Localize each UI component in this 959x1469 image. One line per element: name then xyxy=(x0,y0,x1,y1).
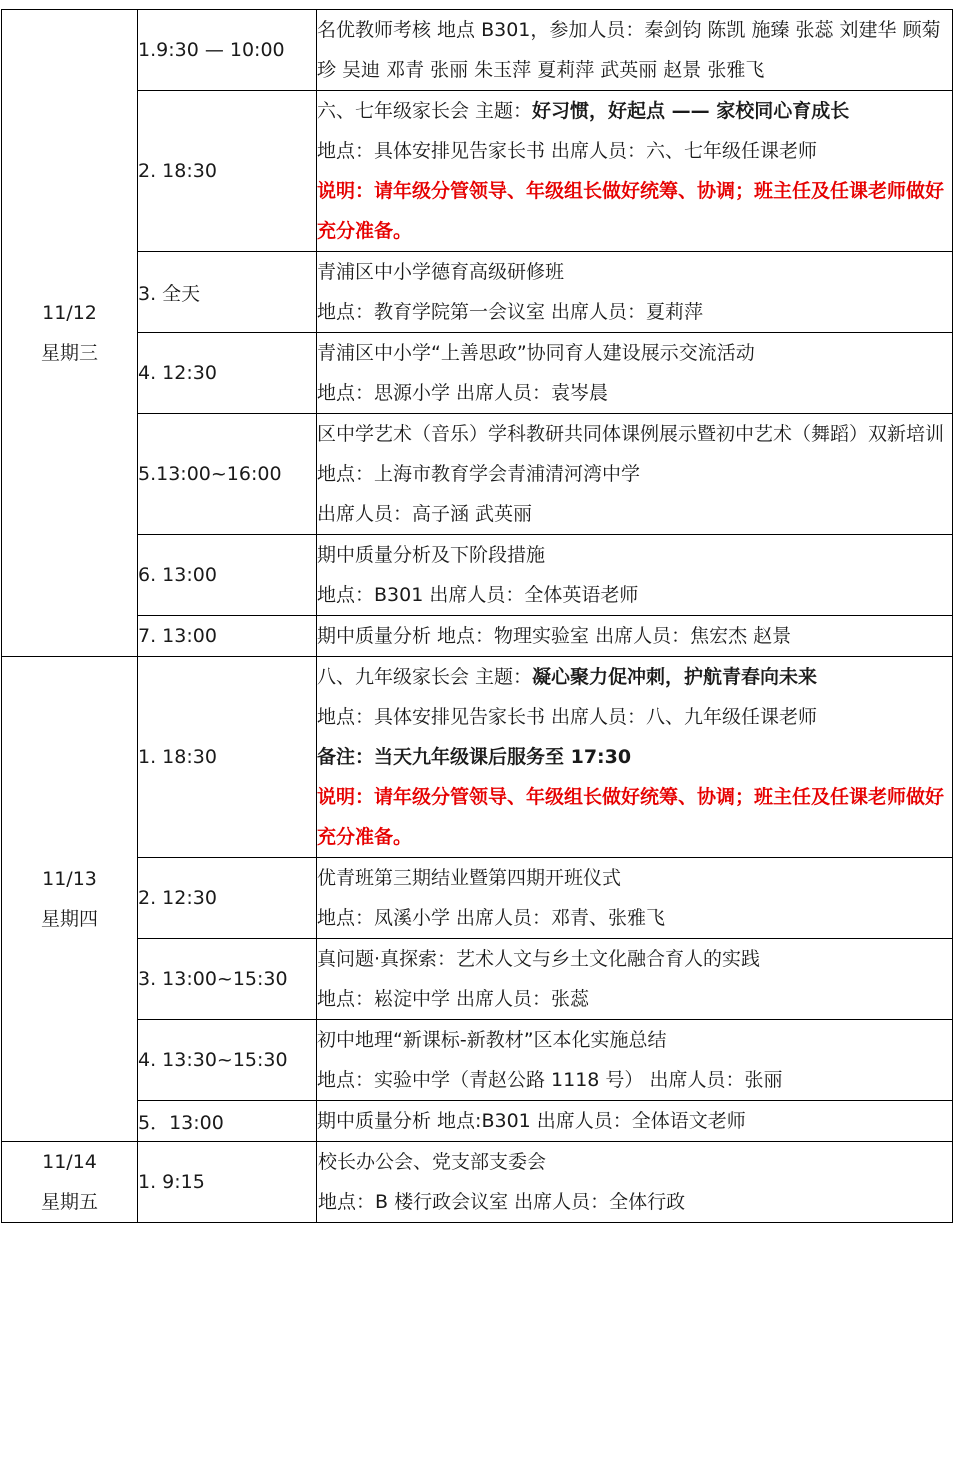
event-time: 6. 13:00 xyxy=(138,535,317,616)
event-line xyxy=(317,858,952,898)
event-text: 青浦区中小学“上善思政”协同育人建设展示交流活动 xyxy=(317,342,755,364)
event-time: 5．13:00 xyxy=(138,1101,317,1142)
day-cell xyxy=(2,10,138,657)
day-date: 11/14 xyxy=(42,1151,97,1173)
event-line xyxy=(318,1182,952,1222)
schedule-row xyxy=(2,91,953,252)
event-text: 地点：B301 出席人员：全体英语老师 xyxy=(317,584,639,606)
event-description xyxy=(317,535,953,616)
day-weekday: 星期四 xyxy=(40,908,98,930)
event-line xyxy=(317,1101,952,1141)
day-weekday: 星期五 xyxy=(40,1191,98,1213)
event-text: 地点：教育学院第一会议室 出席人员：夏莉萍 xyxy=(317,301,704,323)
event-highlight: 凝心聚力促冲刺，护航青春向未来 xyxy=(532,666,818,688)
event-time: 2. 18:30 xyxy=(138,91,317,252)
event-line xyxy=(317,373,952,413)
event-description xyxy=(317,414,953,535)
event-text: 地点：凤溪小学 出席人员：邓青、张雅飞 xyxy=(317,907,666,929)
event-time: 5.13:00~16:00 xyxy=(138,414,317,535)
event-line xyxy=(317,898,952,938)
schedule-row xyxy=(2,858,953,939)
event-text: 地点：思源小学 出席人员：袁岑晨 xyxy=(317,382,609,404)
event-text: 地点：崧淀中学 出席人员：张蕊 xyxy=(317,988,590,1010)
schedule-row xyxy=(2,252,953,333)
schedule-row xyxy=(2,1142,953,1223)
event-line xyxy=(317,939,952,979)
event-text: 地点：B 楼行政会议室 出席人员：全体行政 xyxy=(318,1191,686,1213)
event-time: 1. 18:30 xyxy=(138,657,317,858)
event-description xyxy=(317,333,953,414)
event-description xyxy=(317,91,953,252)
event-text: 八、九年级家长会 主题： xyxy=(317,666,533,688)
event-highlight: 好习惯，好起点 —— 家校同心育成长 xyxy=(532,100,850,122)
event-line xyxy=(317,252,952,292)
event-text: 初中地理“新课标-新教材”区本化实施总结 xyxy=(317,1029,667,1051)
event-time: 1.9:30 — 10:00 xyxy=(138,10,317,91)
event-description xyxy=(317,616,953,657)
event-line xyxy=(317,1020,952,1060)
event-text: 期中质量分析 地点:B301 出席人员：全体语文老师 xyxy=(317,1110,746,1132)
event-description xyxy=(317,1142,953,1223)
event-text: 名优教师考核 地点 B301，参加人员：秦剑钧 陈凯 施臻 张蕊 刘建华 顾菊珍 吴迪 邓青 张丽 朱玉萍 夏莉萍 武英丽 赵景 张雅飞 xyxy=(317,19,941,81)
event-description xyxy=(317,657,953,858)
event-line xyxy=(317,10,952,90)
event-line xyxy=(317,575,952,615)
schedule-row xyxy=(2,657,953,858)
event-time: 3. 全天 xyxy=(138,252,317,333)
event-time: 4. 13:30~15:30 xyxy=(138,1020,317,1101)
event-text: 校长办公会、党支部支委会 xyxy=(318,1151,547,1173)
event-text: 优青班第三期结业暨第四期开班仪式 xyxy=(317,867,622,889)
schedule-body xyxy=(2,10,953,1223)
event-line xyxy=(317,494,952,534)
event-line xyxy=(317,697,952,737)
event-line xyxy=(317,131,952,171)
weekly-schedule-table xyxy=(1,9,953,1223)
event-line xyxy=(317,91,952,131)
day-cell xyxy=(2,657,138,1142)
event-time: 3. 13:00~15:30 xyxy=(138,939,317,1020)
event-line xyxy=(317,1060,952,1100)
event-description xyxy=(317,1020,953,1101)
event-text: 出席人员：高子涵 武英丽 xyxy=(317,503,533,525)
schedule-row xyxy=(2,939,953,1020)
event-line xyxy=(317,292,952,332)
schedule-row xyxy=(2,535,953,616)
event-text: 地点：实验中学（青赵公路 1118 号） 出席人员：张丽 xyxy=(317,1069,783,1091)
event-text: 六、七年级家长会 主题： xyxy=(317,100,533,122)
event-line xyxy=(317,616,952,656)
schedule-row xyxy=(2,414,953,535)
event-description xyxy=(317,858,953,939)
event-note-red: 说明：请年级分管领导、年级组长做好统筹、协调；班主任及任课老师做好充分准备。 xyxy=(317,786,945,848)
day-cell xyxy=(2,1142,138,1223)
event-line xyxy=(317,657,952,697)
event-line xyxy=(317,535,952,575)
day-date: 11/12 xyxy=(42,302,97,324)
event-line xyxy=(317,979,952,1019)
schedule-row xyxy=(2,1101,953,1142)
event-time: 2. 12:30 xyxy=(138,858,317,939)
event-line xyxy=(317,414,952,494)
event-time: 4. 12:30 xyxy=(138,333,317,414)
schedule-row xyxy=(2,616,953,657)
event-time: 1. 9:15 xyxy=(138,1142,317,1223)
event-text: 期中质量分析及下阶段措施 xyxy=(317,544,546,566)
event-text: 区中学艺术（音乐）学科教研共同体课例展示暨初中艺术（舞蹈）双新培训 地点：上海市教育学会青浦清河湾中学 xyxy=(317,423,945,485)
event-line xyxy=(317,737,952,777)
event-description xyxy=(317,10,953,91)
schedule-row xyxy=(2,1020,953,1101)
day-weekday: 星期三 xyxy=(40,342,98,364)
event-text: 地点：具体安排见告家长书 出席人员：八、九年级任课老师 xyxy=(317,706,818,728)
event-highlight: 备注：当天九年级课后服务至 17:30 xyxy=(317,746,632,768)
event-line xyxy=(318,1142,952,1182)
event-text: 期中质量分析 地点：物理实验室 出席人员：焦宏杰 赵景 xyxy=(317,625,792,647)
event-description xyxy=(317,252,953,333)
event-text: 真问题·真探索：艺术人文与乡土文化融合育人的实践 xyxy=(317,948,761,970)
schedule-row xyxy=(2,10,953,91)
event-text: 青浦区中小学德育高级研修班 xyxy=(317,261,565,283)
schedule-row xyxy=(2,333,953,414)
event-description xyxy=(317,939,953,1020)
day-date: 11/13 xyxy=(42,868,97,890)
event-text: 地点：具体安排见告家长书 出席人员：六、七年级任课老师 xyxy=(317,140,818,162)
event-time: 7. 13:00 xyxy=(138,616,317,657)
event-line xyxy=(317,171,952,251)
event-note-red: 说明：请年级分管领导、年级组长做好统筹、协调；班主任及任课老师做好充分准备。 xyxy=(317,180,945,242)
event-description xyxy=(317,1101,953,1142)
event-line xyxy=(317,333,952,373)
event-line xyxy=(317,777,952,857)
